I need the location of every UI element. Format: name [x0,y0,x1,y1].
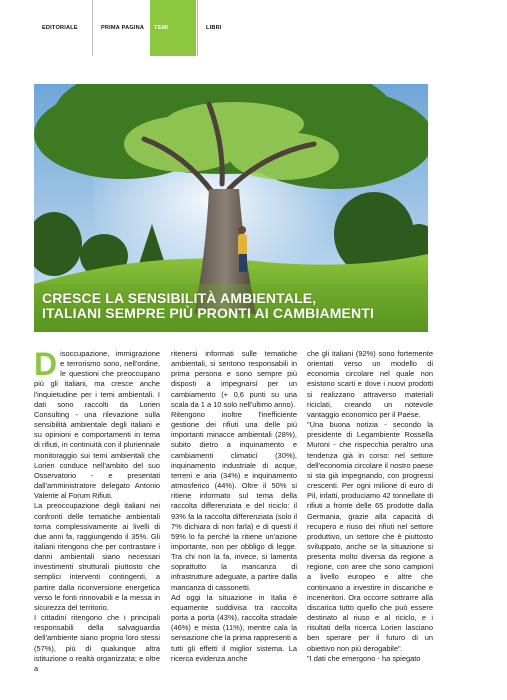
paragraph: "I dati che emergono - ha spiegato [307,653,421,663]
paragraph: Ad oggi la situazione in Italia è equamente suddivisa tra raccolta porta a porta (43%), raccolta stradale (46%) e mista (11%), mentre cala la sensazione che la prima rappresenti a tutti gli effetti il miglior sistema. La ricerca evidenza anche [171,592,297,663]
article-column-2 [171,349,297,664]
tab-libri[interactable]: LIBRI [197,0,257,56]
paragraph: che gli italiani (92%) sono fortemente orientati verso un modello di economia circolare nel quale non esistono scarti e dove i nuovi prodotti si realizzano attraverso materiali riciclati, creando un notevole vantaggio economico per il Paese. [307,349,433,419]
paragraph: ritenersi informati sulle tematiche ambientali, si sentono responsabili in prima persona e sono sempre più disposti a impegnarsi per un cambiamento (+ 0,6 punti su una scala da 1 a 10 solo nell'ultimo anno). [171,349,297,409]
headline-line-1: CRESCE LA SENSIBILITÀ AMBIENTALE, [42,290,317,306]
tab-prima-pagina[interactable]: PRIMA PAGINA [92,0,150,56]
paragraph: "Una buona notizia - secondo la presidente di Legambiente Rossella Muroni - che rispecchia peraltro una tendenza già in corso: nel settore dell'economia circolare il nostro paese si sta già impegnando, con progressi crescenti. Per ogni milione di euro di Pil, infatti, produciamo 42 tonnellate di rifiuti a fronte delle 65 prodotte dalla Germania, grazie alla capacità di recupero e riuso dei rifiuti nel settore produttivo, un settore che è piuttosto sviluppato, anche se la situazione si presenta molto diversa da regione a regione, con aree che sono campioni a livello europeo e altre che continuano a investire in discariche e inceneritori. Ora occorre sottrarre alla discarica tutto quello che può essere destinato al riuso e al riciclo, e i risultati della ricerca Lorien lasciano ben sperare per il futuro di un obiettivo non più derogabile". [307,420,433,653]
article-headline [42,291,422,321]
paragraph: La preoccupazione degli italiani nei confronti delle tematiche ambientali torna complessivamente ai livelli di due anni fa, raggiungendo il 35%. Gli italiani ritengono che per contrastare i danni ambientali siano necessari investimenti strutturali piuttosto che semplici interventi contingenti, a partire dalla riconversione energetica verso le fonti rinnovabili e la messa in sicurezza del territorio. [34,501,160,612]
paragraph: I cittadini ritengono che i principali responsabili della salvaguardia dell'ambiente siano proprio loro stessi (57%), più di qualunque altra istituzione o realtà organizzata; e oltre a [34,613,160,673]
paragraph: Ritengono inoltre l'inefficiente gestione dei rifiuti una delle più importanti minacce ambientali (28%), subito dietro a inquinamento e cambiamenti climatici (30%), inquinamento industriale di acque, terreni e aria (34%) e inquinamento atmosferico (44%). Oltre il 50% si ritiene informato sul tema della raccolta differenziata e del riciclo: il 93% fa la raccolta differenziata (solo il 7% dichiara di non farla) e di questi il 59% lo fa perché la ritiene un'azione importante, non per obbligo di legge. Tra chi non la fa, invece, si lamenta soprattutto la mancanza di infrastrutture adeguate, a partire dalla mancanza di cassonetti. [171,409,297,592]
tab-temi[interactable]: TEMI [150,0,196,56]
article-column-3 [307,349,433,664]
drop-cap: D [34,346,58,382]
tab-editoriale[interactable]: EDITORIALE [42,25,78,31]
top-navigation [0,0,507,56]
headline-line-2: ITALIANI SEMPRE PIÙ PRONTI AI CAMBIAMENTI [42,305,375,321]
article-column-1 [34,346,160,674]
paragraph: isoccupazione, immigrazione e terrorismo sono, nell'ordine, le questioni che preoccupano più gli italiani, ma cresce anche l'inquietudine per i temi ambientali. I dati sono raccolti da Lorien Consulting - una rilevazione sulla sensibilità ambientale degli italiani e su opinioni e comportamenti in tema di rifiuti, in continuità con il pluriennale monitoraggio sui temi ambientali che Lorien conduce nell'ambito del suo Osservatorio - e presentati dall'amministratore delegato Antonio Valente al Forum Rifiuti. [34,349,160,501]
